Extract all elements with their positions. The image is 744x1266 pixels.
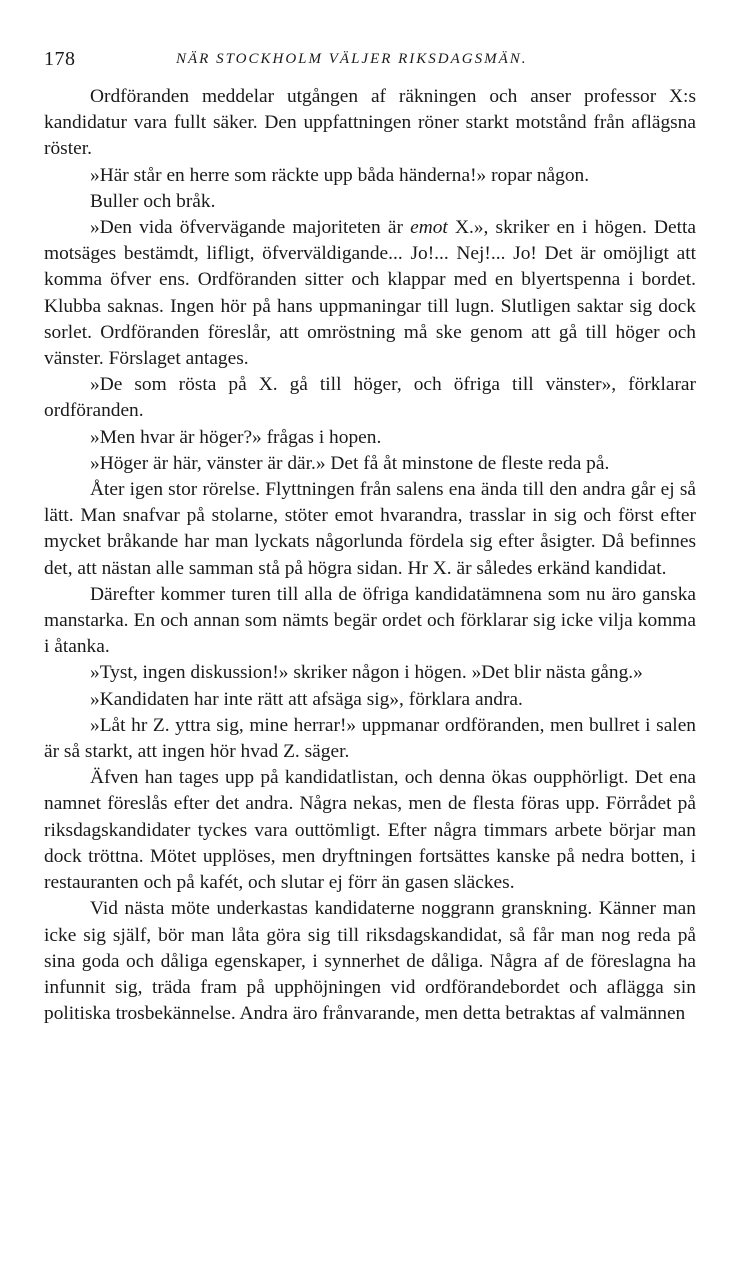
running-title: NÄR STOCKHOLM VÄLJER RIKSDAGSMÄN. — [176, 51, 528, 67]
paragraph-8: Åter igen stor rörelse. Flyttningen från salens ena ända till den andra går ej så lätt. Man snafvar på stolarne, stöter emot hvarandra, trasslar in sig och först efter mycket bråkande har man lyckats någorlunda fördela sig efter åsigter. Då befinnes det, att nästan alle samman stå på högra sidan. Hr X. är således erkänd kandidat. — [44, 479, 696, 579]
paragraph-4-before: »Den vida öfvervägande majoriteten är — [90, 217, 411, 239]
page-number: 178 — [44, 48, 76, 70]
page-header — [44, 48, 696, 78]
book-page — [44, 48, 696, 1027]
paragraph-3: Buller och bråk. — [90, 190, 216, 212]
paragraph-2: »Här står en herre som räckte upp båda händerna!» ropar någon. — [90, 164, 590, 186]
paragraph-7: »Höger är här, vänster är där.» Det få åt minstone de fleste reda på. — [90, 452, 610, 474]
paragraph-4-after: X.», skriker en i högen. Detta motsäges bestämdt, lifligt, öfverväldigande... Jo!... Nej!... Jo! Det är omöjligt att komma öfver ens. Ordföranden sitter och klappar med en blyertspenna i bordet. Klubba saknas. Ingen hör på hans uppmaningar till lugn. Slutligen saktar sig dock sorlet. Ordföranden föreslår, att omröstning må ske genom att gå till höger och vänster. Förslaget antages. — [44, 217, 697, 370]
paragraph-6: »Men hvar är höger?» frågas i hopen. — [90, 426, 382, 448]
paragraph-1: Ordföranden meddelar utgången af räkningen och anser professor X:s kandidatur vara fullt säker. Den uppfattningen röner starkt motstånd från aflägsna röster. — [44, 86, 696, 160]
paragraph-14: Vid nästa möte underkastas kandidaterne noggrann granskning. Känner man icke sig själf, bör man låta göra sig till riksdagskandidat, så får man nog reda på sina goda och dåliga egenskaper, i synnerhet de dåliga. Några af de föreslagna ha infunnit sig, träda fram på upphöjningen vid ordförandebordet och aflägga sin politiska trosbekännelse. Andra äro frånvarande, men detta betraktas af valmännen — [44, 898, 696, 1025]
paragraph-5: »De som rösta på X. gå till höger, och öfriga till vänster», förklarar ordföranden. — [44, 374, 696, 422]
paragraph-10: »Tyst, ingen diskussion!» skriker någon i högen. »Det blir nästa gång.» — [90, 662, 643, 684]
paragraph-13: Äfven han tages upp på kandidatlistan, och denna ökas oupphörligt. Det ena namnet föreslås efter det andra. Några nekas, men de flesta föras upp. Förrådet på riksdagskandidater tyckes vara outtömligt. Efter några timmars arbete börjar man dock tröttna. Mötet upplöses, men dryftningen fortsättes kanske på nedra botten, i restauranten och på kafét, och slutar ej förr än gasen släckes. — [44, 767, 696, 894]
paragraph-12: »Låt hr Z. yttra sig, mine herrar!» uppmanar ordföranden, men bullret i salen är så starkt, att ingen hör hvad Z. säger. — [44, 714, 696, 763]
paragraph-4 — [44, 215, 696, 372]
body-text — [44, 84, 696, 1027]
paragraph-11: »Kandidaten har inte rätt att afsäga sig», förklara andra. — [90, 688, 523, 710]
paragraph-9: Därefter kommer turen till alla de öfriga kandidatämnena som nu äro ganska manstarka. En och annan som nämts begär ordet och förklarar sig icke vilja komma i åtanka. — [44, 583, 696, 658]
paragraph-4-emphasis: emot — [410, 217, 448, 239]
